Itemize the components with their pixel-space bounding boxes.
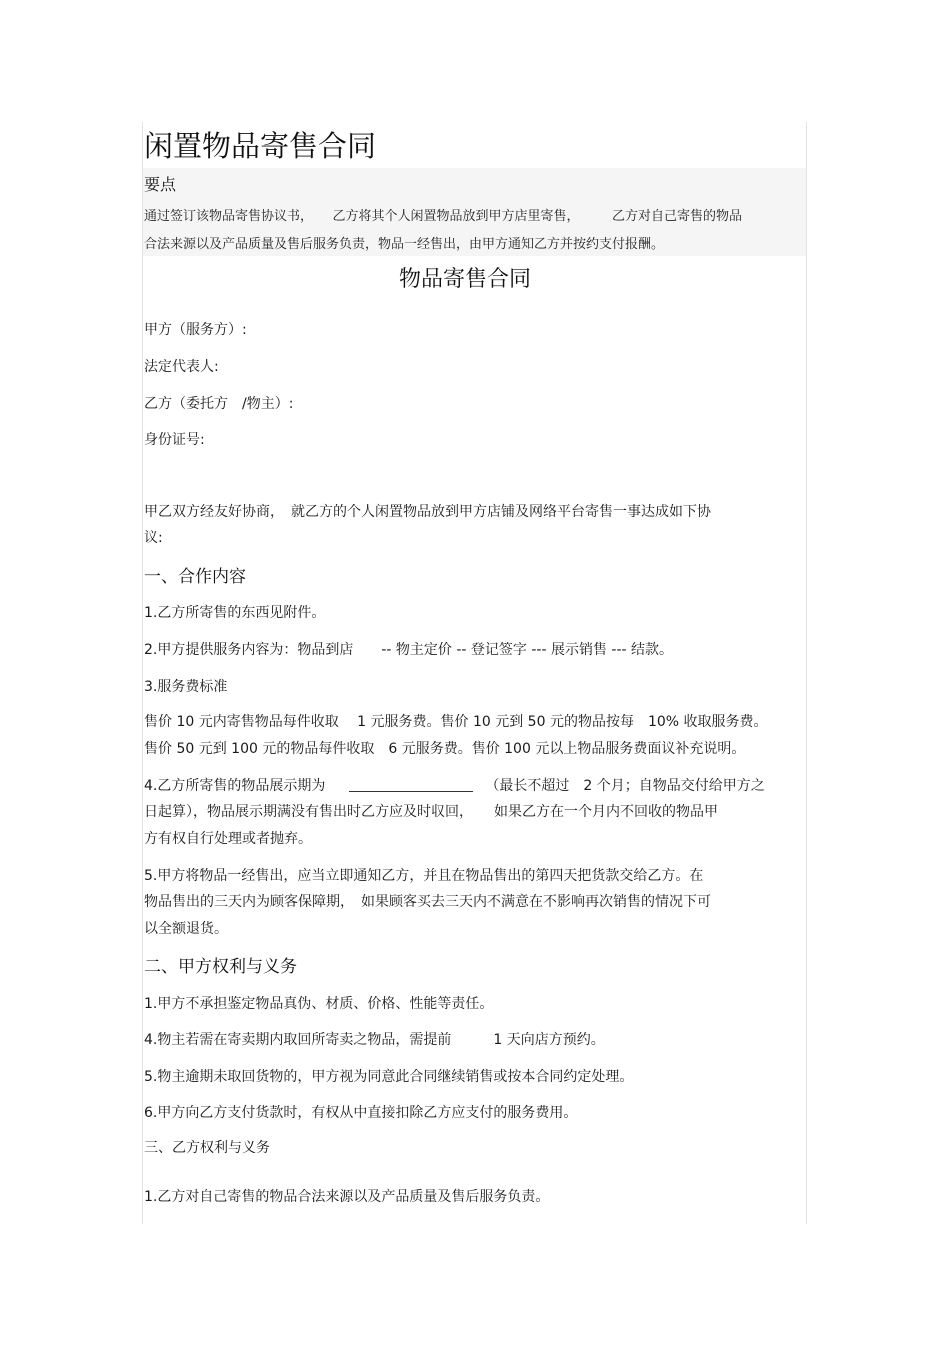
- clause: 1.乙方所寄售的东西见附件。: [144, 605, 326, 621]
- document-title: 闲置物品寄售合同: [144, 129, 377, 163]
- intro-line: 甲乙双方经友好协商， 就乙方的个人闲置物品放到甲方店铺及网络平台寄售一事达成如下协: [144, 504, 711, 520]
- section-heading: 二、甲方权利与义务: [144, 957, 297, 977]
- fee-line: 售价 10 元内寄售物品每件收取 1 元服务费。售价 10 元到 50 元的物品按每 10% 收取服务费。: [144, 714, 768, 730]
- clause: 1.乙方对自己寄售的物品合法来源以及产品质量及售后服务负责。: [144, 1189, 550, 1205]
- clause: 4.物主若需在寄卖期内取回所寄卖之物品，需提前 1 天向店方预约。: [144, 1032, 605, 1048]
- clause: [144, 775, 765, 795]
- clause: 5.物主逾期未取回货物的，甲方视为同意此合同继续销售或按本合同约定处理。: [144, 1069, 634, 1085]
- clause-text: 4.乙方所寄售的物品展示期为: [144, 778, 326, 794]
- clause-continued: 方有权自行处理或者抛弃。: [144, 831, 312, 847]
- clause: 5.甲方将物品一经售出，应当立即通知乙方，并且在物品售出的第四天把货款交给乙方。在: [144, 868, 704, 884]
- clause-text: （最长不超过 2 个月；自物品交付给甲方之: [485, 778, 765, 794]
- clause-continued: 日起算），物品展示期满没有售出时乙方应及时収回， 如果乙方在一个月内不回收的物品甲: [144, 804, 718, 820]
- clause-continued: 物品售出的三天内为顾客保障期， 如果顾客买去三天内不满意在不影响再次销售的情况下可: [144, 894, 711, 910]
- party-field: 甲方（服务方）:: [144, 322, 247, 338]
- blank-field: [349, 781, 473, 792]
- summary-line: 通过签订该物品寄售协议书， 乙方将其个人闲置物品放到甲方店里寄售， 乙方对自己寄售的物品: [144, 209, 743, 224]
- contract-title: 物品寄售合同: [398, 267, 531, 292]
- summary-line: 合法来源以及产品质量及售后服务负责，物品一经售出，由甲方通知乙方并按约支付报酬。: [144, 237, 665, 252]
- party-field: 乙方（委托方 /物主）:: [144, 396, 294, 412]
- section-heading: 三、乙方权利与义务: [144, 1140, 270, 1156]
- clause-continued: 以全额退货。: [144, 921, 228, 937]
- clause: 2.甲方提供服务内容为：物品到店 -- 物主定价 -- 登记签字 --- 展示销售 --- 结款。: [144, 642, 674, 658]
- party-field: 法定代表人:: [144, 359, 219, 375]
- intro-line: 议:: [144, 530, 163, 546]
- section-heading: 一、合作内容: [144, 567, 246, 587]
- clause: 3.服务费标准: [144, 679, 228, 695]
- clause: 1.甲方不承担鉴定物品真伪、材质、价格、性能等责任。: [144, 996, 494, 1012]
- clause: 6.甲方向乙方支付货款时，有权从中直接扣除乙方应支付的服务费用。: [144, 1105, 578, 1121]
- party-field: 身份证号:: [144, 432, 205, 448]
- fee-line: 售价 50 元到 100 元的物品每件收取 6 元服务费。售价 100 元以上物品服务费面议补充说明。: [144, 741, 746, 757]
- summary-heading: 要点: [144, 175, 177, 194]
